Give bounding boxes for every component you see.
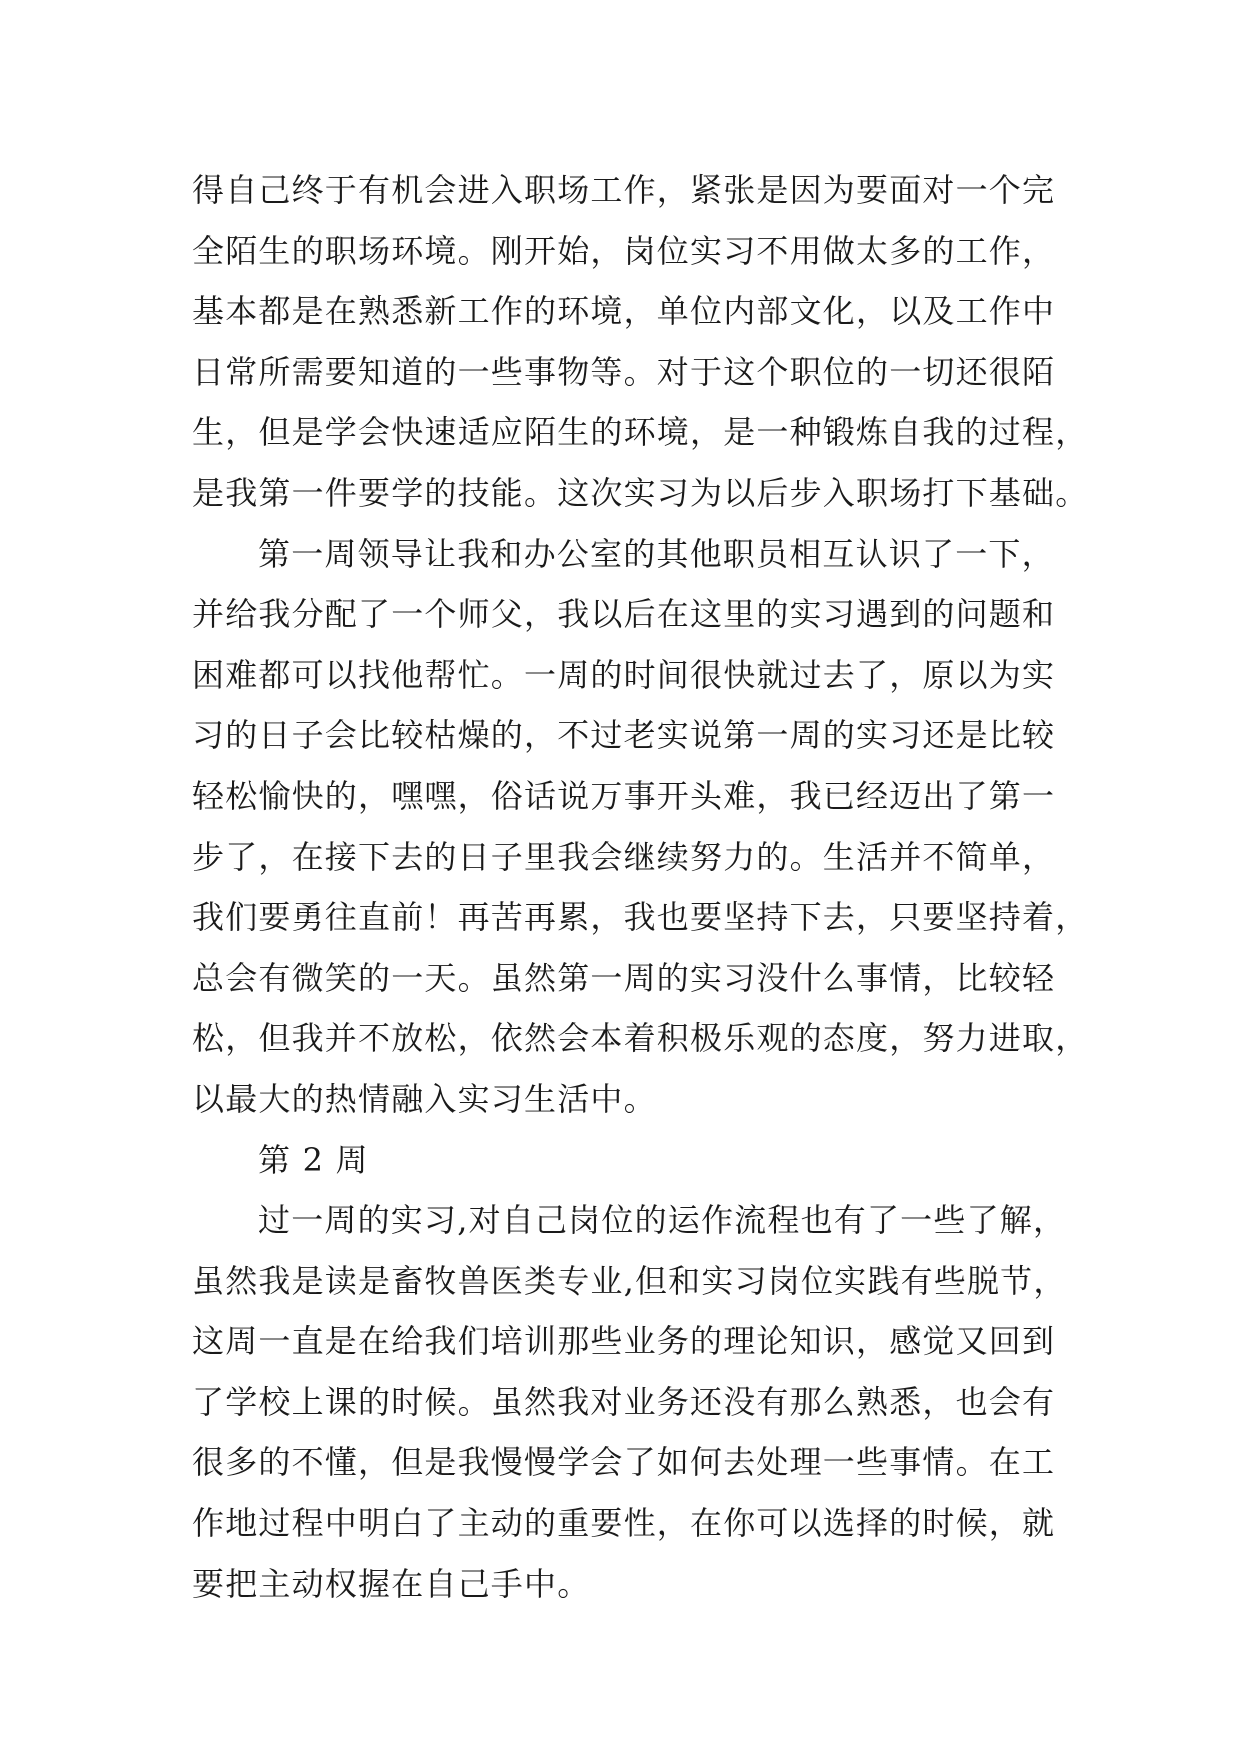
text-line: 松，但我并不放松，依然会本着积极乐观的态度，努力进取， [192,1019,1089,1058]
text-line: 虽然我是读是畜牧兽医类专业,但和实习岗位实践有些脱节， [192,1261,1067,1300]
text-line: 步了，在接下去的日子里我会继续努力的。生活并不简单， [192,837,1056,876]
text-line: 作地过程中明白了主动的重要性，在你可以选择的时候，就 [192,1504,1056,1543]
text-line: 这周一直是在给我们培训那些业务的理论知识，感觉又回到 [192,1322,1056,1361]
text-line: 了学校上课的时候。虽然我对业务还没有那么熟悉，也会有 [192,1382,1056,1421]
text-line: 基本都是在熟悉新工作的环境，单位内部文化，以及工作中 [192,292,1056,331]
text-line: 很多的不懂，但是我慢慢学会了如何去处理一些事情。在工 [192,1443,1056,1482]
text-line: 总会有微笑的一天。虽然第一周的实习没什么事情，比较轻 [192,958,1056,997]
text-line: 我们要勇往直前！再苦再累，我也要坚持下去，只要坚持着， [192,898,1089,937]
text-line: 是我第一件要学的技能。这次实习为以后步入职场打下基础。 [192,473,1089,512]
text-line: 要把主动权握在自己手中。 [192,1564,591,1603]
text-line: 第一周领导让我和办公室的其他职员相互认识了一下， [258,534,1055,573]
text-line: 得自己终于有机会进入职场工作，紧张是因为要面对一个完 [192,171,1056,209]
text-line: 习的日子会比较枯燥的，不过老实说第一周的实习还是比较 [192,716,1056,755]
text-line: 过一周的实习,对自己岗位的运作流程也有了一些了解， [258,1201,1067,1240]
text-line: 日常所需要知道的一些事物等。对于这个职位的一切还很陌 [192,352,1056,391]
section-heading: 第 2 周 [258,1140,369,1179]
text-line: 全陌生的职场环境。刚开始，岗位实习不用做太多的工作， [192,231,1056,270]
body-text [192,160,1089,1614]
text-line: 困难都可以找他帮忙。一周的时间很快就过去了，原以为实 [192,655,1056,694]
text-line: 并给我分配了一个师父，我以后在这里的实习遇到的问题和 [192,595,1056,634]
text-line: 生，但是学会快速适应陌生的环境，是一种锻炼自我的过程， [192,413,1089,452]
text-line: 以最大的热情融入实习生活中。 [192,1079,657,1118]
text-line: 轻松愉快的，嘿嘿，俗话说万事开头难，我已经迈出了第一 [192,776,1056,815]
